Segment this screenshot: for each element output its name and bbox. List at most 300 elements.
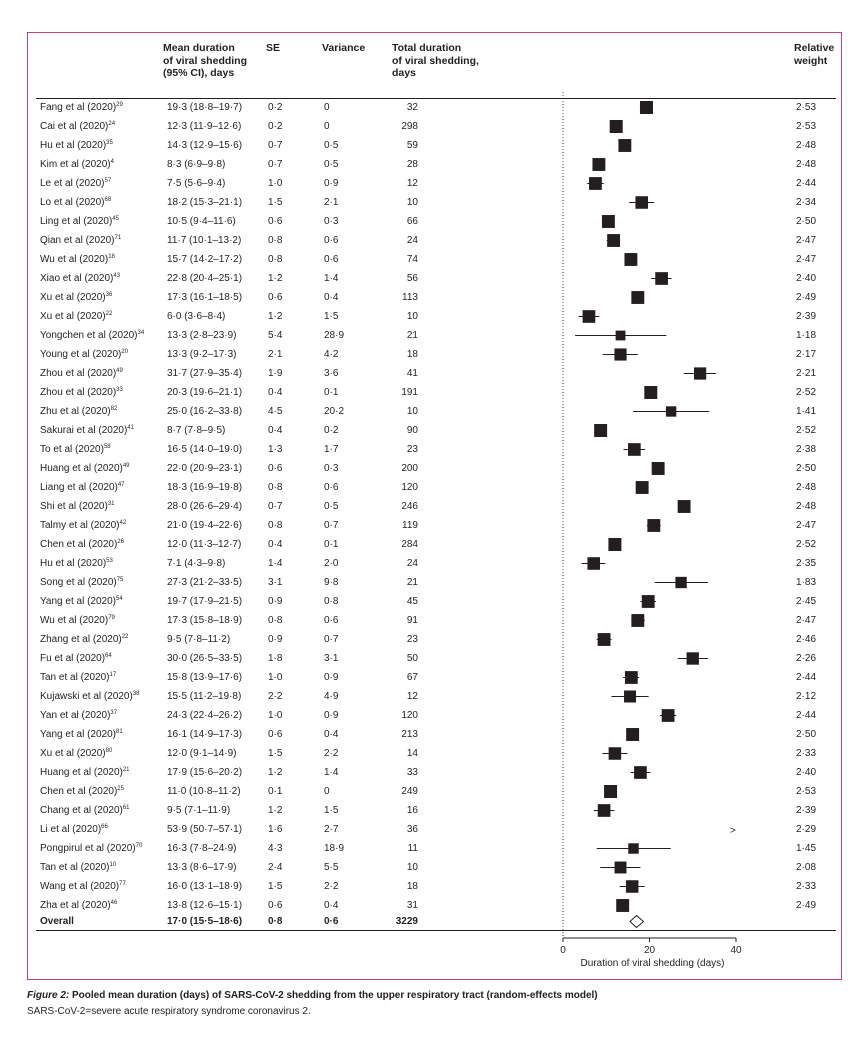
overall-total: 3229: [395, 916, 418, 927]
total-duration: 246: [401, 501, 418, 512]
overall-se: 0·8: [268, 916, 283, 927]
standard-error: 0·1: [268, 786, 283, 797]
variance: 0: [324, 102, 330, 113]
relative-weight: 2·44: [796, 710, 817, 721]
mean-duration: 24·3 (22·4–26·2): [167, 710, 243, 721]
relative-weight: 2·29: [796, 824, 817, 835]
reference-number: 49: [122, 463, 130, 469]
study-estimate-square: [592, 158, 605, 171]
variance: 0·3: [324, 463, 339, 474]
mean-duration: 16·0 (13·1–18·9): [167, 881, 243, 892]
total-duration: 24: [406, 558, 418, 569]
total-duration: 28: [406, 159, 418, 170]
study-label: Yang et al (2020): [40, 729, 116, 740]
total-duration: 18: [406, 881, 418, 892]
total-duration: 284: [401, 539, 418, 550]
total-duration: 91: [406, 615, 418, 626]
variance: 0: [324, 786, 330, 797]
standard-error: 0·8: [268, 482, 283, 493]
relative-weight: 2·21: [796, 368, 817, 379]
relative-weight: 2·39: [796, 805, 817, 816]
variance: 9·8: [324, 577, 339, 588]
total-duration: 10: [406, 311, 418, 322]
study-estimate-square: [615, 862, 627, 874]
total-duration: 67: [406, 672, 418, 683]
variance: 0·6: [324, 254, 339, 265]
standard-error: 0·8: [268, 254, 283, 265]
standard-error: 0·2: [268, 121, 283, 132]
total-duration: 23: [406, 634, 418, 645]
mean-duration: 13·3 (9·2–17·3): [167, 349, 237, 360]
total-duration: 200: [401, 463, 418, 474]
variance: 0·5: [324, 159, 339, 170]
standard-error: 0·6: [268, 900, 283, 911]
study-label: Liang et al (2020): [40, 482, 118, 493]
variance: 2·2: [324, 748, 339, 759]
reference-number: 54: [115, 596, 123, 602]
variance: 0·1: [324, 387, 339, 398]
study-estimate-square: [675, 577, 686, 588]
study-estimate-square: [652, 462, 665, 475]
mean-duration: 16·3 (7·8–24·9): [167, 843, 237, 854]
total-duration: 12: [406, 691, 418, 702]
total-duration: 10: [406, 406, 418, 417]
total-duration: 23: [406, 444, 418, 455]
study-label: Xu et al (2020): [40, 311, 106, 322]
standard-error: 1·2: [268, 311, 283, 322]
study-estimate-square: [616, 899, 629, 912]
mean-duration: 22·0 (20·9–23·1): [167, 463, 243, 474]
standard-error: 0·6: [268, 216, 283, 227]
reference-number: 49: [116, 368, 123, 374]
relative-weight: 2·50: [796, 216, 817, 227]
relative-weight: 2·47: [796, 254, 817, 265]
standard-error: 0·9: [268, 596, 283, 607]
figure-title: Pooled mean duration (days) of SARS-CoV-2 shedding from the upper respiratory tract (random-effects model): [72, 990, 598, 1001]
study-estimate-square: [589, 177, 602, 190]
header-mean: Mean duration of viral shedding (95% CI), days: [163, 42, 248, 79]
total-duration: 21: [406, 577, 418, 588]
header-weight: Relative weight: [794, 42, 835, 67]
mean-duration: 16·1 (14·9–17·3): [167, 729, 243, 740]
reference-number: 71: [114, 235, 122, 241]
study-label: Lo et al (2020): [40, 197, 105, 208]
study-label: Chen et al (2020): [40, 539, 118, 550]
mean-duration: 31·7 (27·9–35·4): [167, 368, 243, 379]
study-estimate-square: [687, 652, 699, 664]
reference-number: 22: [121, 634, 129, 640]
mean-duration: 11·7 (10·1–13·2): [167, 235, 242, 246]
overall-label: Overall: [40, 916, 74, 927]
total-duration: 298: [401, 121, 418, 132]
mean-duration: 21·0 (19·4–22·6): [167, 520, 243, 531]
reference-number: 79: [108, 615, 115, 621]
reference-number: 20: [121, 349, 129, 355]
variance: 28·9: [324, 330, 345, 341]
variance: 0·9: [324, 178, 339, 189]
study-estimate-square: [628, 843, 638, 853]
relative-weight: 2·40: [796, 273, 817, 284]
standard-error: 3·1: [268, 577, 283, 588]
reference-number: 10: [109, 862, 117, 868]
reference-number: 33: [116, 387, 123, 393]
reference-number: 61: [122, 805, 130, 811]
mean-duration: 18·2 (15·3–21·1): [167, 197, 243, 208]
relative-weight: 2·46: [796, 634, 817, 645]
relative-weight: 2·49: [796, 292, 817, 303]
study-label: Kim et al (2020): [40, 159, 111, 170]
standard-error: 0·2: [268, 102, 283, 113]
study-label: Li et al (2020): [40, 824, 102, 835]
study-estimate-square: [616, 331, 626, 341]
reference-number: 22: [105, 311, 113, 317]
relative-weight: 2·33: [796, 748, 817, 759]
relative-weight: 2·50: [796, 729, 817, 740]
study-label: Yang et al (2020): [40, 596, 116, 607]
overall-variance: 0·6: [324, 916, 339, 927]
study-label: Huang et al (2020): [40, 463, 123, 474]
mean-duration: 17·3 (15·8–18·9): [167, 615, 243, 626]
reference-number: 38: [132, 691, 140, 697]
total-duration: 249: [401, 786, 418, 797]
variance: 2·2: [324, 881, 339, 892]
total-duration: 120: [401, 482, 418, 493]
reference-number: 77: [119, 881, 126, 887]
mean-duration: 20·3 (19·6–21·1): [167, 387, 243, 398]
x-tick-label: 20: [643, 945, 656, 956]
total-duration: 191: [401, 387, 418, 398]
relative-weight: 2·48: [796, 482, 817, 493]
study-label: Song et al (2020): [40, 577, 117, 588]
reference-number: 29: [116, 102, 123, 108]
study-label: Zhou et al (2020): [40, 368, 117, 379]
study-label: Chen et al (2020): [40, 786, 118, 797]
standard-error: 1·0: [268, 710, 283, 721]
figure-caption: [27, 990, 598, 1001]
study-estimate-square: [662, 709, 675, 722]
study-label: Tan et al (2020): [40, 862, 110, 873]
relative-weight: 2·47: [796, 235, 817, 246]
reference-number: 68: [104, 197, 112, 203]
standard-error: 0·8: [268, 520, 283, 531]
reference-number: 41: [127, 425, 134, 431]
study-estimate-square: [583, 310, 596, 323]
study-estimate-square: [604, 785, 617, 798]
total-duration: 36: [406, 824, 418, 835]
relative-weight: 2·47: [796, 520, 817, 531]
header-total: Total duration of viral shedding, days: [392, 42, 479, 79]
mean-duration: 15·5 (11·2–19·8): [167, 691, 242, 702]
study-label: Cai et al (2020): [40, 121, 109, 132]
total-duration: 213: [401, 729, 418, 740]
study-estimate-square: [635, 196, 648, 209]
mean-duration: 8·3 (6·9–9·8): [167, 159, 226, 170]
relative-weight: 2·44: [796, 672, 817, 683]
standard-error: 0·7: [268, 140, 283, 151]
reference-number: 26: [117, 539, 124, 545]
study-label: Qian et al (2020): [40, 235, 115, 246]
variance: 0·5: [324, 140, 339, 151]
relative-weight: 2·33: [796, 881, 817, 892]
standard-error: 0·8: [268, 615, 283, 626]
study-label: Zhang et al (2020): [40, 634, 122, 645]
total-duration: 10: [406, 197, 418, 208]
figure-note: SARS-CoV-2=severe acute respiratory syndrome coronavirus 2.: [27, 1006, 311, 1017]
study-label: Sakurai et al (2020): [40, 425, 128, 436]
variance: 0·4: [324, 900, 339, 911]
reference-number: 80: [105, 748, 113, 754]
relative-weight: 2·08: [796, 862, 817, 873]
off-scale-marker: >: [730, 825, 736, 837]
mean-duration: 15·7 (14·2–17·2): [167, 254, 243, 265]
study-label: Xu et al (2020): [40, 292, 106, 303]
mean-duration: 53·9 (50·7–57·1): [167, 824, 243, 835]
total-duration: 120: [401, 710, 418, 721]
reference-number: 31: [107, 501, 115, 507]
mean-duration: 16·5 (14·0–19·0): [167, 444, 243, 455]
study-label: Huang et al (2020): [40, 767, 123, 778]
study-estimate-square: [608, 538, 621, 551]
standard-error: 2·2: [268, 691, 283, 702]
variance: 0·6: [324, 482, 339, 493]
variance: 18·9: [324, 843, 345, 854]
mean-duration: 25·0 (16·2–33·8): [167, 406, 243, 417]
reference-number: 70: [135, 843, 143, 849]
reference-number: 4: [110, 159, 114, 165]
reference-number: 18: [108, 254, 115, 260]
header-se: SE: [266, 42, 281, 54]
study-estimate-square: [614, 348, 626, 360]
study-label: Le et al (2020): [40, 178, 105, 189]
relative-weight: 2·50: [796, 463, 817, 474]
standard-error: 1·8: [268, 653, 283, 664]
study-label: Ling et al (2020): [40, 216, 113, 227]
study-label: Zhu et al (2020): [40, 406, 111, 417]
variance: 3·6: [324, 368, 339, 379]
study-label: Zhou et al (2020): [40, 387, 117, 398]
study-estimate-square: [634, 766, 647, 779]
total-duration: 45: [406, 596, 418, 607]
reference-number: 53: [106, 558, 113, 564]
reference-number: 66: [101, 824, 108, 830]
standard-error: 1·0: [268, 178, 283, 189]
study-estimate-square: [694, 367, 706, 379]
relative-weight: 2·12: [796, 691, 817, 702]
relative-weight: 2·34: [796, 197, 817, 208]
mean-duration: 19·7 (17·9–21·5): [167, 596, 243, 607]
reference-number: 75: [116, 577, 124, 583]
x-tick-label: 40: [730, 945, 742, 956]
standard-error: 1·5: [268, 748, 283, 759]
study-estimate-square: [598, 633, 611, 646]
total-duration: 50: [406, 653, 418, 664]
relative-weight: 2·52: [796, 539, 817, 550]
study-estimate-square: [644, 386, 657, 399]
variance: 0·6: [324, 235, 339, 246]
total-duration: 74: [406, 254, 418, 265]
mean-duration: 12·0 (9·1–14·9): [167, 748, 237, 759]
study-label: Fang et al (2020): [40, 102, 117, 113]
variance: 1·7: [324, 444, 339, 455]
relative-weight: 1·41: [796, 406, 817, 417]
relative-weight: 2·48: [796, 159, 817, 170]
study-estimate-square: [609, 747, 622, 760]
variance: 3·1: [324, 653, 339, 664]
standard-error: 1·5: [268, 197, 283, 208]
variance: 2·0: [324, 558, 339, 569]
total-duration: 11: [407, 843, 418, 854]
total-duration: 33: [406, 767, 418, 778]
standard-error: 0·4: [268, 539, 283, 550]
relative-weight: 1·18: [796, 330, 817, 341]
variance: 2·1: [324, 197, 339, 208]
variance: 0·6: [324, 615, 339, 626]
variance: 5·5: [324, 862, 339, 873]
study-label: Chang et al (2020): [40, 805, 123, 816]
study-estimate-square: [602, 215, 615, 228]
total-duration: 31: [406, 900, 418, 911]
relative-weight: 1·45: [796, 843, 817, 854]
reference-number: 81: [115, 729, 123, 735]
total-duration: 24: [406, 235, 418, 246]
mean-duration: 17·9 (15·6–20·2): [167, 767, 243, 778]
standard-error: 0·6: [268, 463, 283, 474]
study-label: To et al (2020): [40, 444, 104, 455]
relative-weight: 2·47: [796, 615, 817, 626]
variance: 1·4: [324, 273, 339, 284]
mean-duration: 7·5 (5·6–9·4): [167, 178, 226, 189]
variance: 0·9: [324, 672, 339, 683]
relative-weight: 2·44: [796, 178, 817, 189]
mean-duration: 13·3 (2·8–23·9): [167, 330, 237, 341]
study-label: Hu et al (2020): [40, 558, 107, 569]
study-label: Wu et al (2020): [40, 254, 109, 265]
standard-error: 1·2: [268, 805, 283, 816]
variance: 20·2: [324, 406, 345, 417]
standard-error: 5·4: [268, 330, 283, 341]
standard-error: 0·6: [268, 729, 283, 740]
relative-weight: 2·52: [796, 387, 817, 398]
mean-duration: 28·0 (26·6–29·4): [167, 501, 243, 512]
variance: 0·5: [324, 501, 339, 512]
mean-duration: 18·3 (16·9–19·8): [167, 482, 243, 493]
relative-weight: 2·39: [796, 311, 817, 322]
study-estimate-square: [607, 234, 620, 247]
standard-error: 1·5: [268, 881, 283, 892]
study-estimate-square: [631, 291, 644, 304]
standard-error: 0·7: [268, 501, 283, 512]
study-estimate-square: [587, 557, 600, 570]
relative-weight: 2·38: [796, 444, 817, 455]
variance: 0·4: [324, 292, 339, 303]
study-estimate-square: [625, 671, 638, 684]
mean-duration: 9·5 (7·8–11·2): [167, 634, 231, 645]
total-duration: 56: [406, 273, 418, 284]
reference-number: 47: [117, 482, 125, 488]
study-label: Fu et al (2020): [40, 653, 106, 664]
reference-number: 37: [110, 710, 118, 716]
study-label: Talmy et al (2020): [40, 520, 120, 531]
study-label: Wu et al (2020): [40, 615, 109, 626]
relative-weight: 2·52: [796, 425, 817, 436]
study-estimate-square: [626, 880, 639, 893]
variance: 0·9: [324, 710, 339, 721]
total-duration: 32: [406, 102, 418, 113]
standard-error: 2·4: [268, 862, 283, 873]
study-estimate-square: [628, 443, 641, 456]
relative-weight: 2·48: [796, 140, 817, 151]
study-estimate-square: [618, 139, 631, 152]
study-estimate-square: [642, 595, 655, 608]
standard-error: 0·9: [268, 634, 283, 645]
relative-weight: 2·53: [796, 121, 817, 132]
total-duration: 10: [406, 862, 418, 873]
reference-number: 21: [122, 767, 130, 773]
mean-duration: 10·5 (9·4–11·6): [167, 216, 236, 227]
x-axis-label: Duration of viral shedding (days): [580, 958, 725, 969]
total-duration: 14: [406, 748, 418, 759]
study-estimate-square: [626, 728, 639, 741]
standard-error: 0·4: [268, 387, 283, 398]
total-duration: 16: [406, 805, 418, 816]
relative-weight: 2·35: [796, 558, 817, 569]
standard-error: 4·5: [268, 406, 283, 417]
study-estimate-square: [610, 120, 623, 133]
study-label: Zha et al (2020): [40, 900, 111, 911]
relative-weight: 2·49: [796, 900, 817, 911]
study-estimate-square: [647, 519, 660, 532]
study-label: Young et al (2020): [40, 349, 122, 360]
reference-number: 43: [113, 273, 121, 279]
study-label: Pongpirul et al (2020): [40, 843, 136, 854]
figure-label: Figure 2:: [27, 990, 70, 1001]
reference-number: 64: [105, 653, 112, 659]
variance: 0: [324, 121, 330, 132]
header-variance: Variance: [322, 42, 366, 54]
study-label: Yongchen et al (2020): [40, 330, 138, 341]
reference-number: 45: [112, 216, 119, 222]
total-duration: 66: [406, 216, 418, 227]
variance: 1·5: [324, 311, 339, 322]
mean-duration: 13·8 (12·6–15·1): [167, 900, 243, 911]
relative-weight: 2·48: [796, 501, 817, 512]
variance: 0·7: [324, 634, 339, 645]
variance: 0·7: [324, 520, 339, 531]
study-label: Hu et al (2020): [40, 140, 107, 151]
study-estimate-square: [624, 253, 637, 266]
mean-duration: 6·0 (3·6–8·4): [167, 311, 226, 322]
variance: 0·4: [324, 729, 339, 740]
total-duration: 90: [406, 425, 418, 436]
reference-number: 82: [110, 406, 118, 412]
study-estimate-square: [666, 406, 676, 416]
reference-number: 34: [137, 330, 145, 336]
reference-number: 24: [108, 121, 116, 127]
study-estimate-square: [598, 804, 611, 817]
standard-error: 0·6: [268, 292, 283, 303]
variance: 0·2: [324, 425, 339, 436]
study-label: Xu et al (2020): [40, 748, 106, 759]
standard-error: 1·6: [268, 824, 283, 835]
total-duration: 18: [406, 349, 418, 360]
standard-error: 2·1: [268, 349, 283, 360]
mean-duration: 17·3 (16·1–18·5): [167, 292, 243, 303]
reference-number: 58: [103, 444, 111, 450]
variance: 1·5: [324, 805, 339, 816]
reference-number: 42: [119, 520, 127, 526]
study-label: Shi et al (2020): [40, 501, 108, 512]
study-estimate-square: [631, 614, 644, 627]
